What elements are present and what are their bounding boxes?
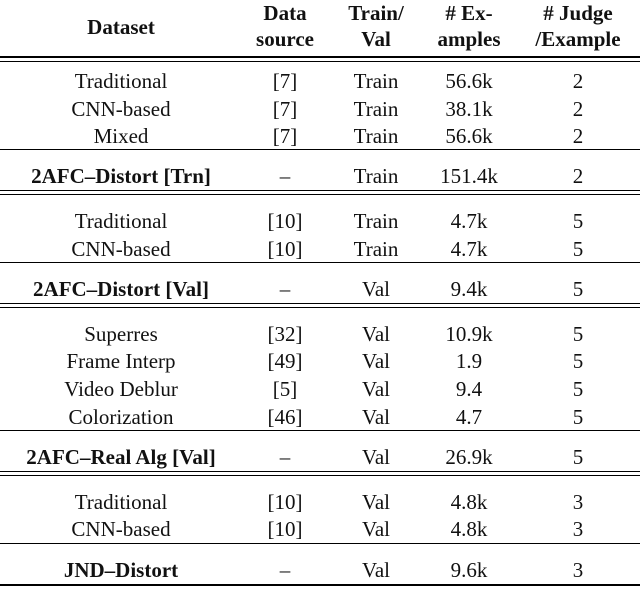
cell-judges: 5 <box>572 322 584 346</box>
cell-judges: 5 <box>572 445 584 469</box>
table-row <box>0 96 640 123</box>
header-judges <box>535 0 620 52</box>
header-train-val-line2: Val <box>361 27 391 51</box>
cell-name: CNN-based <box>71 97 171 121</box>
cell-name: CNN-based <box>71 517 171 541</box>
header-judges-line2: /Example <box>535 27 621 51</box>
cell-source: [5] <box>272 377 298 401</box>
cell-split: Val <box>362 517 390 541</box>
header-train-val-line1: Train/ <box>348 1 404 25</box>
cell-source: – <box>279 277 291 301</box>
summary-row <box>0 163 640 190</box>
summary-row <box>0 276 640 303</box>
cell-split: Val <box>362 277 390 301</box>
cell-judges: 5 <box>572 209 584 233</box>
cell-examples: 4.7 <box>455 405 483 429</box>
cell-examples: 4.7k <box>450 237 488 261</box>
cell-examples: 38.1k <box>445 97 493 121</box>
header-data-source <box>256 0 314 52</box>
cell-source: [32] <box>267 322 303 346</box>
cell-split: Train <box>353 69 399 93</box>
cell-name: Mixed <box>93 124 149 148</box>
cell-split: Train <box>353 97 399 121</box>
cell-source: [7] <box>272 69 298 93</box>
cell-split: Train <box>353 237 399 261</box>
header-judges-line1: # Judge <box>543 1 613 25</box>
cell-examples: 56.6k <box>445 69 493 93</box>
cell-source: [10] <box>267 490 303 514</box>
header-examples-line2: amples <box>437 27 501 51</box>
summary-row <box>0 444 640 471</box>
table-row <box>0 68 640 95</box>
table-rule <box>0 194 640 195</box>
cell-judges: 5 <box>572 349 584 373</box>
cell-examples: 4.8k <box>450 517 488 541</box>
cell-judges: 5 <box>572 405 584 429</box>
cell-name: CNN-based <box>71 237 171 261</box>
cell-name: Frame Interp <box>66 349 176 373</box>
table-row <box>0 404 640 431</box>
header-row <box>0 0 640 54</box>
cell-name: Superres <box>84 322 158 346</box>
table-rule <box>0 307 640 308</box>
cell-source: [46] <box>267 405 303 429</box>
cell-name: Colorization <box>68 405 174 429</box>
table-row <box>0 321 640 348</box>
cell-split: Train <box>353 209 399 233</box>
cell-name: Video Deblur <box>64 377 178 401</box>
cell-examples: 9.4 <box>455 377 483 401</box>
cell-judges: 5 <box>572 237 584 261</box>
cell-source: [7] <box>272 97 298 121</box>
cell-split: Val <box>362 445 390 469</box>
cell-judges: 5 <box>572 377 584 401</box>
cell-name: Traditional <box>74 69 168 93</box>
table-row <box>0 516 640 543</box>
cell-examples: 151.4k <box>440 164 498 188</box>
cell-split: Val <box>362 490 390 514</box>
table-rule <box>0 543 640 544</box>
header-examples <box>438 0 501 52</box>
table-rule <box>0 471 640 472</box>
cell-examples: 1.9 <box>455 349 483 373</box>
cell-judges: 2 <box>572 97 584 121</box>
cell-source: [49] <box>267 349 303 373</box>
table-row <box>0 123 640 150</box>
cell-judges: 3 <box>572 490 584 514</box>
cell-source: [10] <box>267 517 303 541</box>
cell-split: Val <box>362 322 390 346</box>
cell-examples: 4.7k <box>450 209 488 233</box>
cell-examples: 10.9k <box>445 322 493 346</box>
table-row <box>0 376 640 403</box>
cell-judges: 2 <box>572 69 584 93</box>
table-row <box>0 489 640 516</box>
cell-judges: 2 <box>572 164 584 188</box>
cell-examples: 4.8k <box>450 490 488 514</box>
cell-name: 2AFC–Distort [Val] <box>33 277 209 301</box>
cell-name: 2AFC–Real Alg [Val] <box>26 445 216 469</box>
cell-source: – <box>279 164 291 188</box>
cell-split: Train <box>353 124 399 148</box>
table-rule <box>0 475 640 476</box>
header-train-val <box>348 0 404 52</box>
cell-examples: 56.6k <box>445 124 493 148</box>
cell-source: [7] <box>272 124 298 148</box>
cell-split: Train <box>353 164 399 188</box>
table-row <box>0 208 640 235</box>
cell-judges: 5 <box>572 277 584 301</box>
table-rule <box>0 56 640 58</box>
cell-split: Val <box>362 558 390 582</box>
cell-name: 2AFC–Distort [Trn] <box>31 164 211 188</box>
header-data-source-line2: source <box>256 27 314 51</box>
table-rule <box>0 303 640 304</box>
cell-source: [10] <box>267 237 303 261</box>
header-data-source-line1: Data <box>263 1 307 25</box>
cell-name: JND–Distort <box>63 558 179 582</box>
cell-examples: 9.6k <box>450 558 488 582</box>
header-dataset: Dataset <box>87 15 155 39</box>
cell-judges: 2 <box>572 124 584 148</box>
cell-source: – <box>279 558 291 582</box>
table-rule <box>0 584 640 586</box>
cell-source: – <box>279 445 291 469</box>
cell-examples: 26.9k <box>445 445 493 469</box>
cell-split: Val <box>362 349 390 373</box>
cell-judges: 3 <box>572 517 584 541</box>
cell-split: Val <box>362 405 390 429</box>
header-examples-line1: # Ex- <box>445 1 493 25</box>
cell-name: Traditional <box>74 209 168 233</box>
table-rule <box>0 61 640 62</box>
cell-name: Traditional <box>74 490 168 514</box>
summary-row <box>0 557 640 584</box>
cell-source: [10] <box>267 209 303 233</box>
cell-examples: 9.4k <box>450 277 488 301</box>
table-row <box>0 236 640 263</box>
cell-split: Val <box>362 377 390 401</box>
table-rule <box>0 190 640 191</box>
table-row <box>0 348 640 375</box>
cell-judges: 3 <box>572 558 584 582</box>
